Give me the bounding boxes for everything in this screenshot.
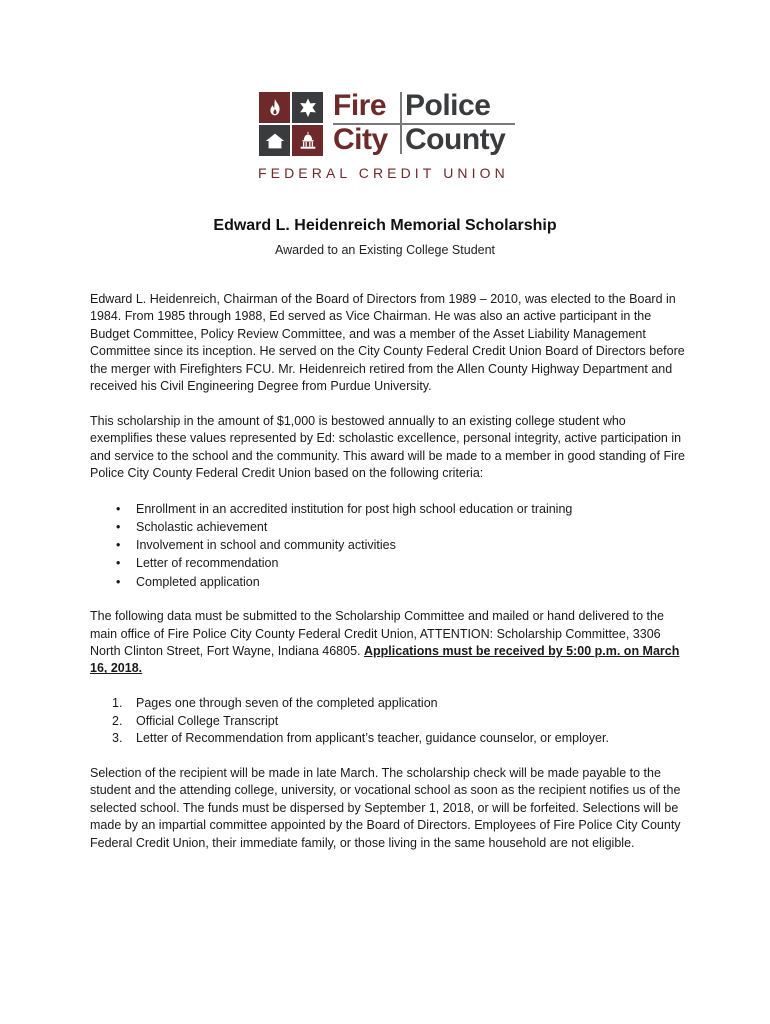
list-item [116,536,690,554]
document-body [90,291,690,869]
bullet-icon: • [116,556,121,571]
list-item-text: Letter of recommendation [136,556,279,571]
list-item-text: Completed application [136,574,260,589]
list-item-number: 3. [112,731,123,746]
list-item-number: 2. [112,713,123,728]
logo-icon-grid [259,92,323,156]
star-badge-icon [292,92,323,123]
logo-word-city: City [333,123,388,156]
capitol-icon [292,125,323,156]
paragraph-submission [90,608,690,678]
list-item-number: 1. [112,696,123,711]
document-title: Edward L. Heidenreich Memorial Scholarship [213,217,557,234]
flame-icon [259,92,290,123]
list-item-text: Letter of Recommendation from applicant’s teacher, guidance counselor, or employer. [136,731,609,746]
paragraph-award-description: This scholarship in the amount of $1,000 is bestowed annually to an existing college student who exemplifies these values represented by Ed: scholastic excellence, personal integrity, active participation in and service to the school and the community. This award will be made to a member in good standing of Fire Police City County Federal Credit Union based on the following criteria: [90,413,685,481]
paragraph-selection: Selection of the recipient will be made in late March. The scholarship check will be made payable to the student and the attending college, university, or vocational school as soon as the recipient notifies us of the selected school. The funds must be dispersed by September 1, 2018, or will be forfeited. Selections will be made by an impartial committee appointed by the Board of Directors. Employees of Fire Police City County Federal Credit Union, their immediate family, or those living in the same household are not eligible. [90,765,681,850]
list-item [116,518,690,536]
requirements-list [90,695,690,747]
list-item-text: Enrollment in an accredited institution for post high school education or training [136,501,573,516]
logo-subtitle: FEDERAL CREDIT UNION [258,165,509,181]
list-item-text: Official College Transcript [136,713,279,728]
fire-police-city-county-logo [258,89,515,182]
list-item [116,554,690,572]
logo-word-police: Police [405,89,491,122]
bullet-icon: • [116,501,121,516]
list-item-text: Scholastic achievement [136,520,268,535]
bullet-icon: • [116,538,121,553]
paragraph-biography: Edward L. Heidenreich, Chairman of the Board of Directors from 1989 – 2010, was elected to the Board in 1984. From 1985 through 1988, Ed served as Vice Chairman. He was also an active participant in the Budget Committee, Policy Review Committee, and was a member of the Asset Liability Management Committee since its inception. He served on the City County Federal Credit Union Board of Directors before the merger with Firefighters FCU. Mr. Heidenreich retired from the Allen County Highway Department and received his Civil Engineering Degree from Purdue University. [90,292,685,394]
bullet-icon: • [116,574,121,589]
logo-wordmark [333,90,515,156]
criteria-list [90,500,690,591]
list-item [112,695,690,712]
document-subtitle: Awarded to an Existing College Student [274,243,496,257]
house-icon [259,125,290,156]
list-item [116,573,690,591]
logo-word-fire: Fire [333,89,387,122]
list-item [112,713,690,730]
bullet-icon: • [116,520,121,535]
application-deadline: Applications must be received by 5:00 p.m. on March 16, 2018. [90,644,680,676]
logo-word-county: County [405,123,506,156]
list-item [112,730,690,747]
list-item-text: Pages one through seven of the completed application [136,696,438,711]
list-item [116,500,690,518]
submission-text: The following data must be submitted to the Scholarship Committee and mailed or hand delivered to the main office of Fire Police City County Federal Credit Union, ATTENTION: Scholarship Committee, 3306 North Clinton Street, Fort Wayne, Indiana 46805. [90,609,664,659]
list-item-text: Involvement in school and community activities [136,538,396,553]
